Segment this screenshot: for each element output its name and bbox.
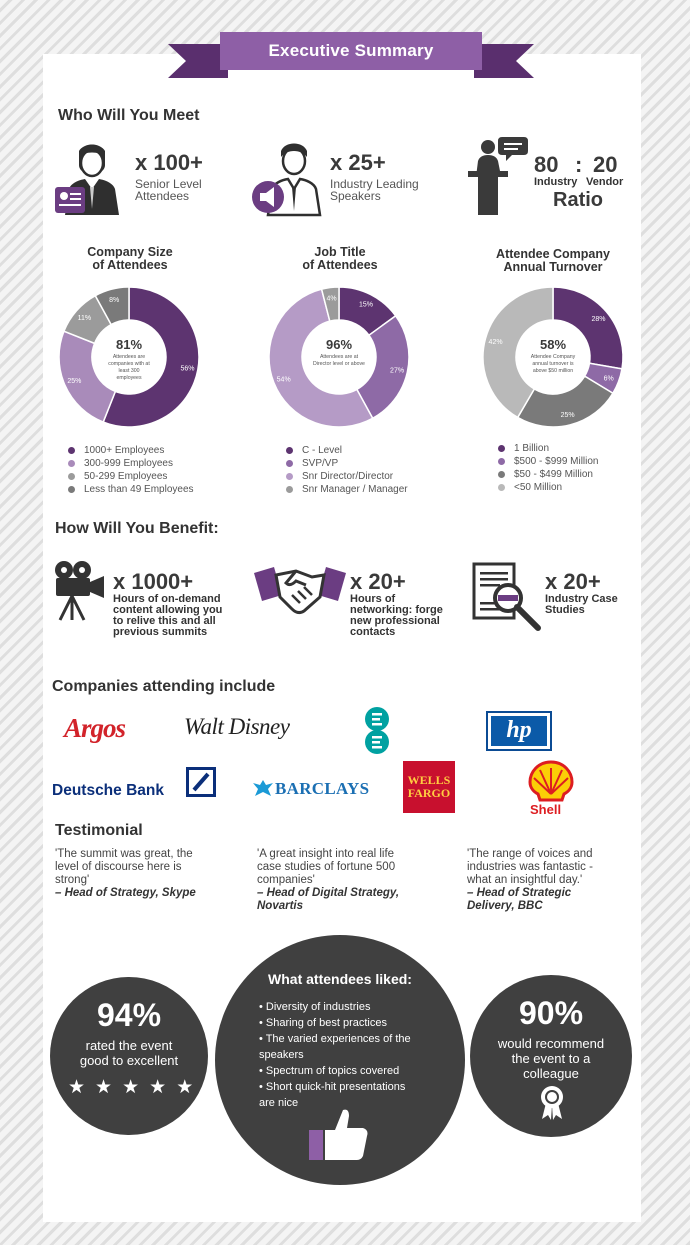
rated-text-2: good to excellent xyxy=(79,1053,179,1068)
chart3-center-text-1: Attendee Company xyxy=(530,354,576,360)
chart3-donut xyxy=(480,284,626,430)
chart1-slice-label-2: 25% xyxy=(67,378,82,386)
networking-text xyxy=(350,594,443,638)
chart2-donut xyxy=(266,284,412,430)
chart2-center-text-2: Director level or above xyxy=(313,361,365,367)
chart1-legend-item xyxy=(68,483,194,496)
networking-text-line1: Hours of xyxy=(350,593,396,605)
legend-swatch xyxy=(498,445,505,452)
chart3-legend-item xyxy=(498,442,599,455)
ratio-industry-label: Industry xyxy=(534,176,578,188)
chart3-slice-label-1: 28% xyxy=(591,316,606,324)
content-hours-count: x 1000+ xyxy=(113,569,194,594)
barclays-eagle-icon xyxy=(252,778,274,798)
quote3-line1: 'The range of voices and xyxy=(467,848,593,860)
cases-text-line2: Studies xyxy=(545,604,585,616)
rating-stars xyxy=(68,1076,193,1099)
handshake-icon xyxy=(252,565,348,615)
legend-label: 1 Billion xyxy=(514,443,550,454)
quote1-line2: level of discourse here is xyxy=(55,861,182,873)
chart2-legend-item xyxy=(286,483,408,496)
deutsche-bank-logo: Deutsche Bank xyxy=(52,782,164,799)
legend-swatch xyxy=(286,486,293,493)
legend-swatch xyxy=(498,471,505,478)
chart3-legend-item xyxy=(498,468,599,481)
content-text-line1: Hours of on-demand xyxy=(113,593,221,605)
banner-ribbon-right xyxy=(474,44,534,78)
legend-swatch xyxy=(68,447,75,454)
disney-logo: Walt Disney xyxy=(184,714,290,739)
speakers-label-1: Industry Leading xyxy=(330,177,419,191)
content-hours-text xyxy=(113,594,222,638)
chart1-center-text-3: least 300 xyxy=(118,368,140,374)
legend-swatch xyxy=(286,447,293,454)
chart2-center-value: 96% xyxy=(325,337,353,352)
cases-text xyxy=(545,594,618,616)
legend-label: $50 - $499 Million xyxy=(514,469,593,480)
deutsche-bank-slash-icon xyxy=(186,767,216,797)
legend-label: C - Level xyxy=(302,445,343,456)
quote3-line2: industries was fantastic - xyxy=(467,861,593,873)
chart3-slice-label-2: 6% xyxy=(603,375,614,383)
legend-label: Snr Director/Director xyxy=(302,471,394,482)
legend-swatch xyxy=(286,460,293,467)
legend-swatch xyxy=(498,458,505,465)
chart1-center-value: 81% xyxy=(115,337,143,352)
quote2-author-line2: Novartis xyxy=(257,900,304,912)
quote2-line2: case studies of fortune 500 xyxy=(257,861,396,873)
chart2-slice-label-3: 54% xyxy=(276,376,291,384)
chart2-legend-item xyxy=(286,470,408,483)
attendees-label-1: Senior Level xyxy=(135,177,202,191)
chart2-legend-item xyxy=(286,457,408,470)
chart1-center-text-4: employees xyxy=(116,375,142,381)
chart1-slice-label-1: 56% xyxy=(180,365,195,373)
legend-label: 50-299 Employees xyxy=(84,471,168,482)
quote1-line1: 'The summit was great, the xyxy=(55,848,193,860)
chart1-legend-item xyxy=(68,457,194,470)
testimonial-quote-3 xyxy=(467,848,593,913)
wells-fargo-line1: WELLS xyxy=(407,773,451,787)
content-text-line2: content allowing you xyxy=(113,604,223,616)
title-banner xyxy=(168,32,534,82)
liked-list-item: • Short quick-hit presentations xyxy=(259,1081,406,1093)
chart3-title xyxy=(478,248,628,274)
rated-text-1: rated the event xyxy=(85,1038,173,1053)
wells-fargo-line2: FARGO xyxy=(407,786,451,800)
content-text-line3: to relive this and all xyxy=(113,615,216,627)
liked-list-item: • Sharing of best practices xyxy=(259,1017,387,1029)
chart1-legend xyxy=(68,444,194,496)
cases-text-line1: Industry Case xyxy=(545,593,618,605)
recommend-text-3: colleague xyxy=(523,1066,579,1081)
chart3-center-text-3: above $50 million xyxy=(532,368,574,374)
legend-label: Less than 49 Employees xyxy=(84,484,194,495)
chart3-center-value: 58% xyxy=(539,337,567,352)
liked-circle xyxy=(215,935,465,1185)
liked-list-item: are nice xyxy=(259,1097,299,1109)
chart3-slice-label-3: 25% xyxy=(560,412,575,420)
chart2-title xyxy=(270,246,410,272)
legend-label: $500 - $999 Million xyxy=(514,456,599,467)
section-title-testimonial: Testimonial xyxy=(55,822,143,839)
businessman-badge-icon xyxy=(55,137,131,217)
liked-list xyxy=(259,999,411,1111)
quote3-line3: what an insightful day.' xyxy=(467,874,583,886)
chart1-title-line1: Company Size xyxy=(87,245,173,259)
award-rosette-icon xyxy=(538,1085,566,1121)
chart3-legend-item xyxy=(498,481,599,494)
chart1-slice-label-3: 11% xyxy=(77,315,92,323)
star-icon: ★ xyxy=(176,1077,194,1098)
quote3-author-line1: – Head of Strategic xyxy=(467,887,572,899)
ratio-vendor-label: Vendor xyxy=(586,176,624,188)
attendees-count: x 100+ xyxy=(135,150,203,175)
chart1-slice-label-4: 8% xyxy=(109,296,120,304)
ratio-label: Ratio xyxy=(553,189,603,211)
ee-logo xyxy=(360,706,394,754)
ratio-separator: : xyxy=(575,152,583,177)
section-title-meet: Who Will You Meet xyxy=(58,107,200,124)
chart2-center-text-1: Attendees are at xyxy=(319,354,359,360)
thumbs-up-icon xyxy=(309,1108,369,1162)
networking-text-line3: new professional xyxy=(350,615,440,627)
chart2-slice-label-1: 15% xyxy=(359,301,374,309)
quote3-author-line2: Delivery, BBC xyxy=(467,900,543,912)
chart2-legend-item xyxy=(286,444,408,457)
liked-list-item: • Spectrum of topics covered xyxy=(259,1065,400,1077)
testimonial-quote-1 xyxy=(55,848,196,900)
chart3-slice-label-4: 42% xyxy=(488,338,503,346)
networking-text-line4: contacts xyxy=(350,626,396,638)
chart3-legend xyxy=(498,442,599,494)
networking-count: x 20+ xyxy=(350,569,406,594)
chart1-title xyxy=(60,246,200,272)
podium-speaker-icon xyxy=(468,133,532,217)
ratio-industry-value: 80 xyxy=(534,152,559,177)
legend-swatch xyxy=(68,473,75,480)
cases-count: x 20+ xyxy=(545,569,601,594)
ratio-vendor-value: 20 xyxy=(593,152,618,177)
case-study-magnifier-icon xyxy=(472,562,544,634)
chart2-title-line1: Job Title xyxy=(314,245,366,259)
legend-swatch xyxy=(498,484,505,491)
chart1-legend-item xyxy=(68,470,194,483)
legend-label: 300-999 Employees xyxy=(84,458,173,469)
legend-swatch xyxy=(68,486,75,493)
chart2-slice-label-2: 27% xyxy=(390,367,405,375)
quote2-line1: 'A great insight into real life xyxy=(257,848,395,860)
legend-swatch xyxy=(286,473,293,480)
hp-logo xyxy=(486,711,552,751)
section-title-companies: Companies attending include xyxy=(52,678,276,695)
liked-title: What attendees liked: xyxy=(268,971,412,987)
chart3-title-line2: Annual Turnover xyxy=(503,260,603,274)
legend-swatch xyxy=(68,460,75,467)
chart1-donut xyxy=(56,284,202,430)
shell-logo-text: Shell xyxy=(530,802,562,817)
liked-list-item: • The varied experiences of the xyxy=(259,1033,411,1045)
rated-value: 94% xyxy=(96,997,162,1033)
chart2-title-line2: of Attendees xyxy=(302,258,378,272)
chart3-title-line1: Attendee Company xyxy=(496,247,610,261)
legend-label: 1000+ Employees xyxy=(84,445,165,456)
content-text-line4: previous summits xyxy=(113,626,208,638)
networking-text-line2: networking: forge xyxy=(350,604,443,616)
recommend-circle xyxy=(470,975,632,1137)
quote2-author-line1: – Head of Digital Strategy, xyxy=(257,887,400,899)
chart1-center-text-1: Attendees are xyxy=(112,354,146,360)
hp-logo-text: hp xyxy=(506,717,532,743)
testimonial-quote-2 xyxy=(257,848,399,913)
banner-ribbon-left xyxy=(168,44,228,78)
section-title-benefit: How Will You Benefit: xyxy=(55,520,219,537)
chart1-center-text-2: companies with at xyxy=(108,361,150,367)
film-camera-icon xyxy=(50,560,106,622)
wells-fargo-logo xyxy=(403,761,455,813)
quote1-line3: strong' xyxy=(55,874,90,886)
legend-label: <50 Million xyxy=(514,482,563,493)
shell-pecten-logo xyxy=(528,760,574,802)
star-icon: ★ xyxy=(149,1077,167,1098)
star-icon: ★ xyxy=(122,1077,140,1098)
chart2-slice-label-4: 4% xyxy=(326,295,337,303)
liked-list-item: • Diversity of industries xyxy=(259,1001,371,1013)
recommend-text-1: would recommend xyxy=(497,1036,605,1051)
chart3-center-text-2: annual turnover is xyxy=(532,361,574,367)
chart1-legend-item xyxy=(68,444,194,457)
chart1-title-line2: of Attendees xyxy=(92,258,168,272)
recommend-text-2: the event to a xyxy=(511,1051,591,1066)
star-icon: ★ xyxy=(68,1077,86,1098)
chart3-legend-item xyxy=(498,455,599,468)
attendees-label-2: Attendees xyxy=(135,189,190,203)
legend-label: SVP/VP xyxy=(302,458,339,469)
quote1-author: – Head of Strategy, Skype xyxy=(55,887,196,899)
barclays-logo: BARCLAYS xyxy=(275,779,370,798)
speaker-megaphone-icon xyxy=(252,137,328,217)
page-title: Executive Summary xyxy=(220,32,482,70)
recommend-value: 90% xyxy=(518,995,584,1031)
liked-list-item: speakers xyxy=(259,1049,304,1061)
legend-label: Snr Manager / Manager xyxy=(302,484,408,495)
rated-circle xyxy=(50,977,208,1135)
quote2-line3: companies' xyxy=(257,874,315,886)
speakers-count: x 25+ xyxy=(330,150,386,175)
speakers-label-2: Speakers xyxy=(330,189,381,203)
chart2-legend xyxy=(286,444,408,496)
argos-logo: Argos xyxy=(64,713,126,743)
star-icon: ★ xyxy=(95,1077,113,1098)
